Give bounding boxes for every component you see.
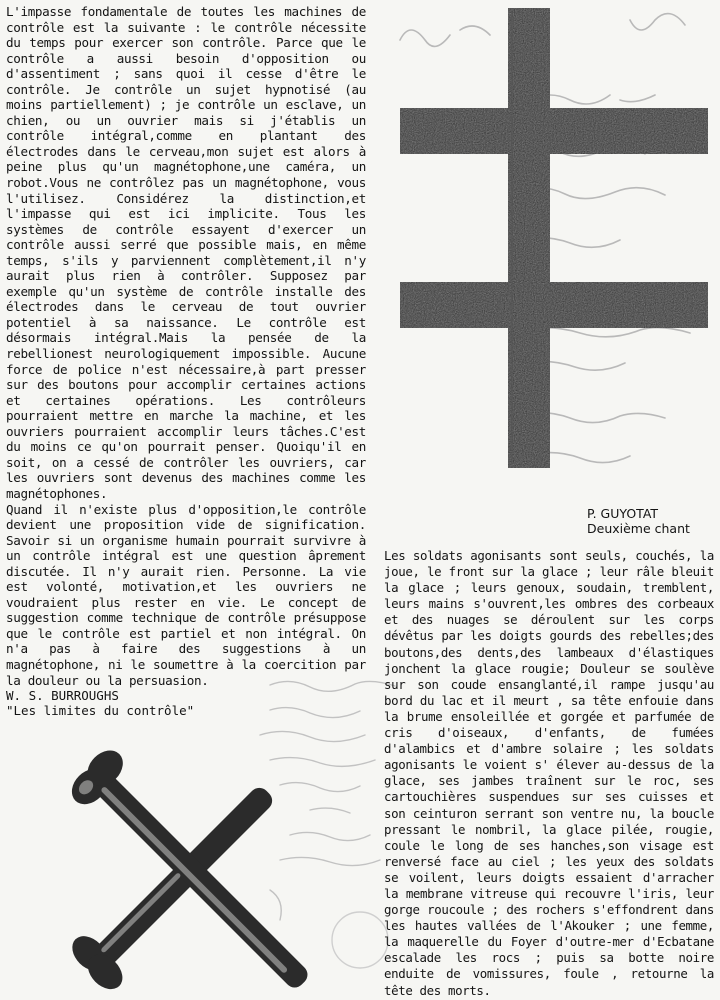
- guyotat-text: [384, 548, 714, 999]
- cross-image: [400, 8, 710, 468]
- burroughs-paragraph-2: Quand il n'existe plus d'opposition,le contrôle devient une proposition vide de signification. Savoir si un organisme humain pourrait survivre à un contrôle intégral est une question âprement discutée. Il n'y aurait rien. Personne. La vie est volonté, motivation,et les ouvriers ne voudraient plus rester en vie. Le concept de suggestion comme technique de contrôle présuppose que le contrôle est partiel et non intégral. On n'a pas à faire des suggestions à un magnétophone, ni le soumettre à la coercition par la douleur ou la persuasion.: [6, 501, 366, 688]
- crossed-bones-image: [60, 740, 320, 1000]
- burroughs-paragraph-1: L'impasse fondamentale de toutes les machines de contrôle est la suivante : le contrôle nécessite du temps pour exercer son contrôle. Parce que le contrôle a aussi besoin d'opposition ou d'assentiment ; sans quoi il cesse d'être le contrôle. Je contrôle un sujet hypnotisé (au moins partiellement) ; je contrôle un esclave, un chien, ou un ouvrier mais si j'établis un contrôle intégral,comme en plantant des électrodes dans le cerveau,mon sujet est alors à peine plus qu'un magnétophone,une caméra, un robot.Vous ne contrôlez pas un magnétophone, vous l'utilisez. Considérez la distinction,et l'impasse qui est ici implicite. Tous les systèmes de contrôle essayent d'exercer un contrôle aussi serré que possible mais, en même temps, s'ils y parviennent complètement,il n'y aurait plus rien à contrôler. Supposez par exemple qu'un système de contrôle installe des électrodes dans le cerveau de tout ouvrier potentiel à sa naissance. Le contrôle est désormais intégral.Mais la pensée de la rebellionest neurologiquement impossible. Aucune force de police n'est nécessaire,à part presser sur des boutons pour accomplir certaines actions et certaines opérations. Les contrôleurs pourraient mettre en marche la machine, et les ouvriers pourraient accomplir leurs tâches.C'est du moins ce qu'on pourrait penser. Quoiqu'il en soit, on a cessé de contrôler les ouvriers, car les ouvriers sont devenus des machines comme les magnétophones.: [6, 4, 366, 501]
- guyotat-author: P. GUYOTAT: [587, 506, 659, 521]
- burroughs-author: W. S. BURROUGHS: [6, 688, 119, 703]
- burroughs-attribution: [6, 688, 194, 718]
- guyotat-attribution: [587, 506, 690, 536]
- burroughs-text: [6, 4, 366, 688]
- burroughs-title: "Les limites du contrôle": [6, 703, 195, 718]
- guyotat-paragraph: Les soldats agonisants sont seuls, couchés, la joue, le front sur la glace ; leur râle bleuit la glace ; leurs genoux, soudain, tremblent, leurs mains s'ouvrent,les ombres des corbeaux et des nuages se déroulent sur les corps dévêtus par les doigts gourds des rebelles;des boutons,des dents,des lambeaux d'élastiques jonchent la glace rougie; Douleur se soulève sur son coude ensanglanté,il rampe jusqu'au bord du lac et il meurt , sa tête enfouie dans la brume ensoleillée et gorgée et parfumée de cris d'oiseaux, d'enfants, de fumées d'alambics et d'ambre solaire ; les soldats agonisants le voient s' élever au-dessus de la glace, ses jambes traînent sur le roc, ses cartouchières suspendues sur ses cuisses et son ceinturon serrant son ventre nu, la boucle pressant le nombril, la glace pilée, rougie, coule le long de ses hanches,son visage est renversé face au ciel ; les yeux des soldats se voilent, leurs doigts essaient d'arracher la membrane vitreuse qui recouvre l'iris, leur gorge roucoule ; des rochers s'effondrent dans les hautes vallées de l'Akouker ; une femme, la maquerelle du Foyer d'outre-mer d'Ecbatane escalade les rocs ; puis sa botte noire enduite de vomissures, foule , retourne la tête des morts.: [384, 548, 714, 998]
- guyotat-title: Deuxième chant: [587, 521, 690, 536]
